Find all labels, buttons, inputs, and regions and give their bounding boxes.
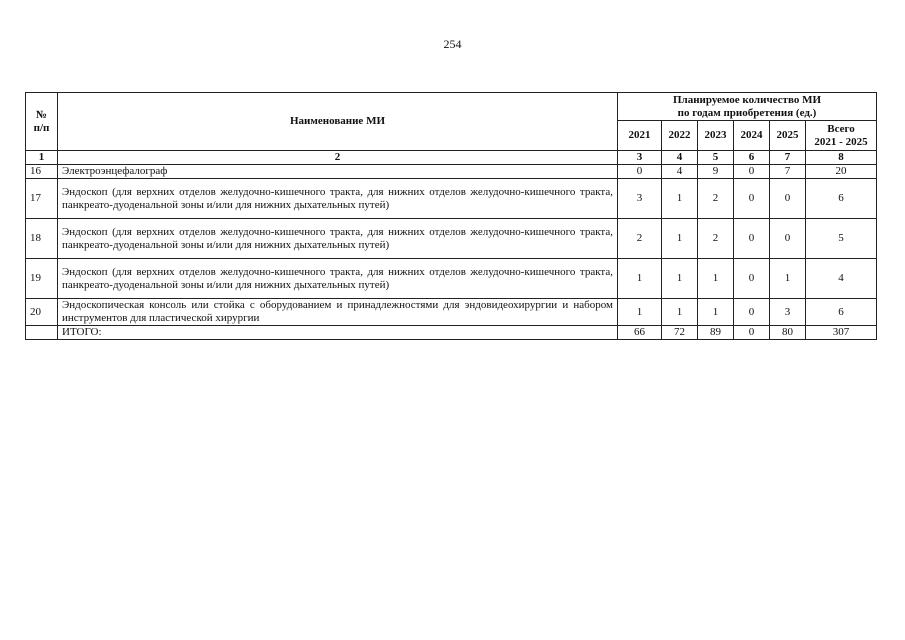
column-number: 1 (26, 151, 58, 165)
column-number: 2 (58, 151, 618, 165)
row-number: 20 (26, 299, 58, 326)
row-number: 16 (26, 165, 58, 179)
row-total: 4 (806, 259, 877, 299)
year-value: 7 (770, 165, 806, 179)
year-value: 2 (698, 219, 734, 259)
total-year-value: 89 (698, 326, 734, 340)
header-number: № п/п (26, 93, 58, 151)
year-value: 0 (770, 219, 806, 259)
year-value: 1 (698, 259, 734, 299)
column-number: 3 (618, 151, 662, 165)
header-year: 2025 (770, 121, 806, 151)
table-row (26, 165, 877, 179)
year-value: 0 (734, 179, 770, 219)
header-year: 2023 (698, 121, 734, 151)
total-year-value: 80 (770, 326, 806, 340)
total-label: ИТОГО: (58, 326, 618, 340)
total-row-number (26, 326, 58, 340)
column-number: 5 (698, 151, 734, 165)
row-total: 6 (806, 299, 877, 326)
item-name: Эндоскоп (для верхних отделов желудочно-кишечного тракта, для нижних отделов желудочно-кишечного тракта, панкреато-дуоденальной зоны и/или для нижних дыхательных путей) (58, 219, 618, 259)
year-value: 3 (770, 299, 806, 326)
header-year: 2024 (734, 121, 770, 151)
item-name: Эндоскоп (для верхних отделов желудочно-кишечного тракта, для нижних отделов желудочно-кишечного тракта, панкреато-дуоденальной зоны и/или для нижних дыхательных путей) (58, 259, 618, 299)
year-value: 0 (618, 165, 662, 179)
row-total: 20 (806, 165, 877, 179)
year-value: 2 (618, 219, 662, 259)
column-number: 6 (734, 151, 770, 165)
year-value: 0 (734, 219, 770, 259)
year-value: 0 (734, 165, 770, 179)
year-value: 1 (618, 259, 662, 299)
total-row (26, 326, 877, 340)
row-number: 18 (26, 219, 58, 259)
equipment-table (25, 92, 877, 340)
year-value: 1 (662, 219, 698, 259)
year-value: 1 (662, 299, 698, 326)
total-year-value: 72 (662, 326, 698, 340)
page-number: 254 (443, 37, 462, 51)
year-value: 2 (698, 179, 734, 219)
year-value: 0 (770, 179, 806, 219)
item-name: Электроэнцефалограф (58, 165, 618, 179)
row-number: 17 (26, 179, 58, 219)
total-year-value: 66 (618, 326, 662, 340)
row-total: 6 (806, 179, 877, 219)
column-number: 7 (770, 151, 806, 165)
header-year: 2021 (618, 121, 662, 151)
table-row (26, 179, 877, 219)
item-name: Эндоскоп (для верхних отделов желудочно-кишечного тракта, для нижних отделов желудочно-кишечного тракта, панкреато-дуоденальной зоны и/или для нижних дыхательных путей) (58, 179, 618, 219)
year-value: 1 (618, 299, 662, 326)
table-row (26, 259, 877, 299)
header-name: Наименование МИ (58, 93, 618, 151)
column-number: 4 (662, 151, 698, 165)
table-row (26, 299, 877, 326)
year-value: 1 (662, 259, 698, 299)
header-year: 2022 (662, 121, 698, 151)
year-value: 1 (662, 179, 698, 219)
year-value: 4 (662, 165, 698, 179)
total-year-value: 0 (734, 326, 770, 340)
item-name: Эндоскопическая консоль или стойка с оборудованием и принадлежностями для эндовидеохирургии и набором инструментов для пластической хирургии (58, 299, 618, 326)
header-row (26, 93, 877, 121)
column-number: 8 (806, 151, 877, 165)
table-row (26, 219, 877, 259)
header-total: Всего 2021 - 2025 (806, 121, 877, 151)
row-total: 5 (806, 219, 877, 259)
year-value: 9 (698, 165, 734, 179)
year-value: 1 (698, 299, 734, 326)
year-value: 1 (770, 259, 806, 299)
year-value: 0 (734, 259, 770, 299)
grand-total: 307 (806, 326, 877, 340)
row-number: 19 (26, 259, 58, 299)
header-planned-quantity: Планируемое количество МИ по годам приобретения (ед.) (618, 93, 877, 121)
year-value: 0 (734, 299, 770, 326)
column-numbers-row (26, 151, 877, 165)
year-value: 3 (618, 179, 662, 219)
